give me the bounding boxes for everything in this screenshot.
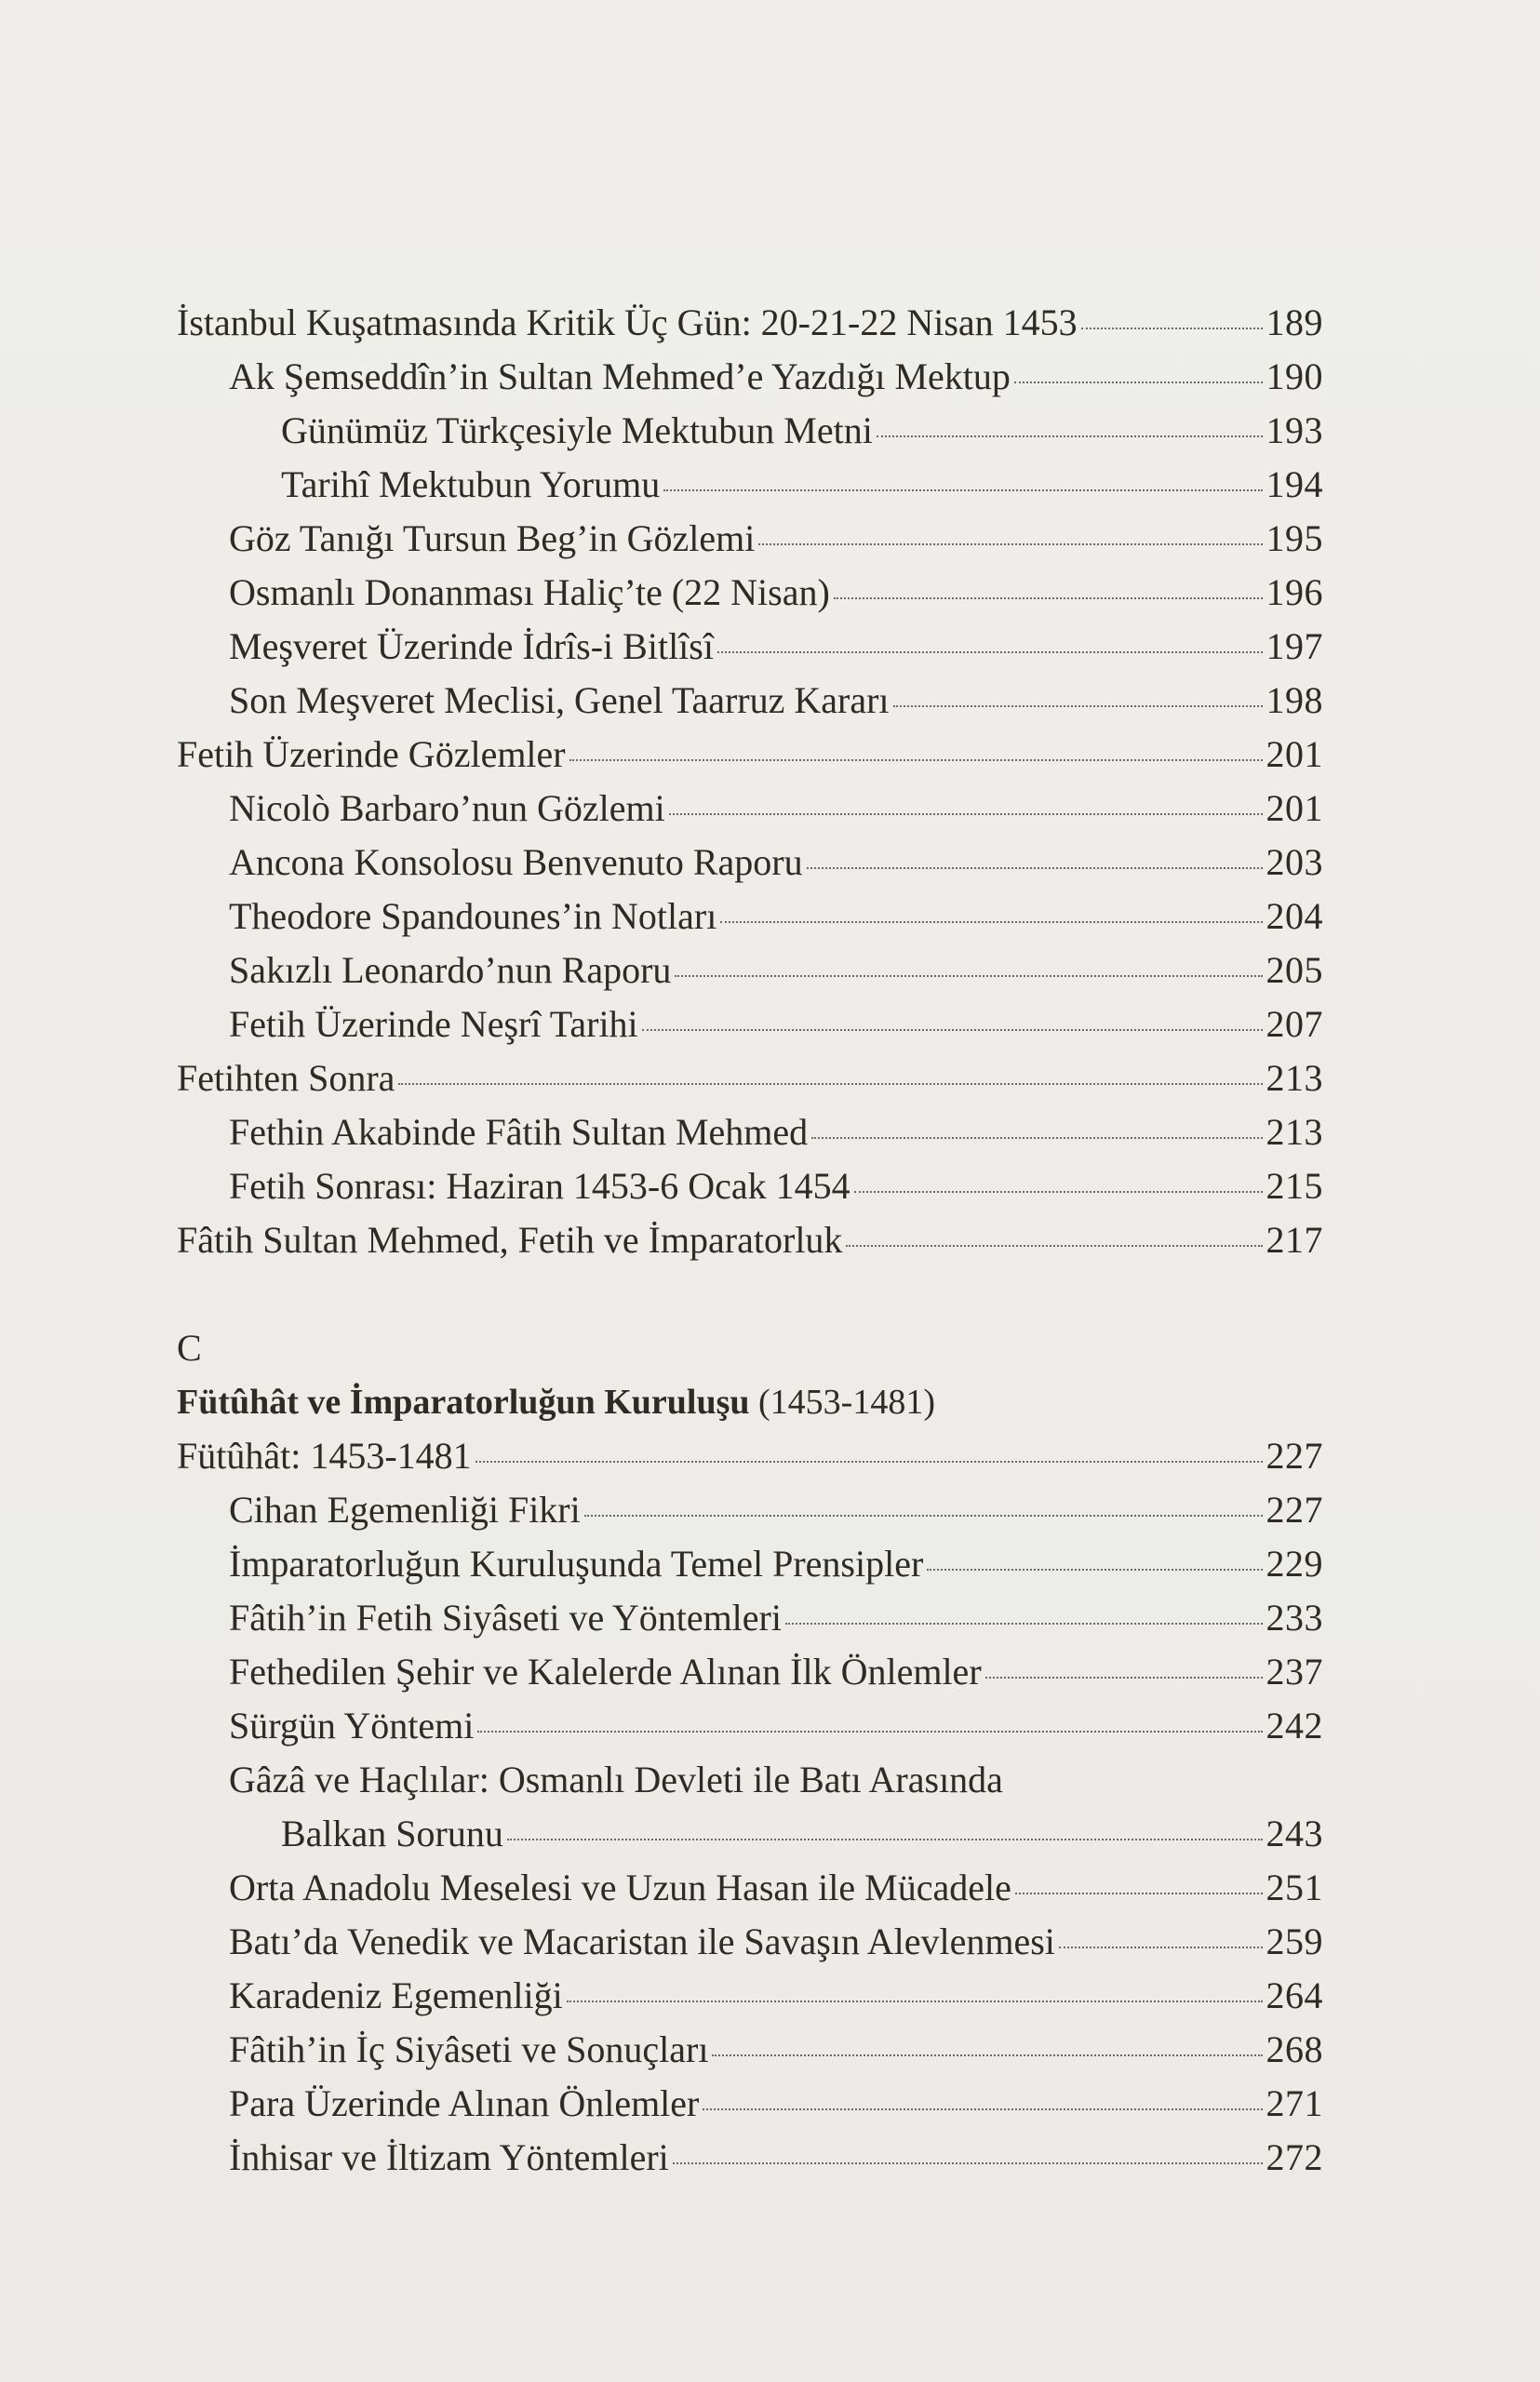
toc-entry (177, 404, 1323, 458)
toc-entry-title: Fetih Üzerinde Gözlemler (177, 733, 566, 775)
section-letter: C (177, 1327, 202, 1369)
toc-part-3 (177, 1861, 1323, 2185)
toc-entry-title: Cihan Egemenliği Fikri (229, 1489, 581, 1531)
toc-entry (177, 1213, 1323, 1267)
dot-leader (854, 1191, 1263, 1193)
toc-entry-title: Sürgün Yöntemi (229, 1705, 475, 1746)
toc-entry (177, 1105, 1323, 1159)
toc-entry-title: Fetih Üzerinde Neşrî Tarihi (229, 1003, 638, 1045)
toc-entry-title: Balkan Sorunu (281, 1813, 503, 1854)
toc-entry-page: 190 (1265, 355, 1323, 397)
toc-entry-page: 198 (1265, 679, 1323, 721)
toc-entry-wrapped-line1: Gâzâ ve Haçlılar: Osmanlı Devleti ile Batı Arasında (229, 1759, 1003, 1800)
toc-entry-title: Para Üzerinde Alınan Önlemler (229, 2082, 700, 2124)
dot-leader (927, 1569, 1262, 1571)
toc-entry-title: Tarihî Mektubun Yorumu (281, 463, 661, 505)
dot-leader (758, 543, 1262, 545)
toc-entry-page: 217 (1265, 1219, 1323, 1261)
toc-entry-title: Ancona Konsolosu Benvenuto Raporu (229, 841, 803, 883)
toc-entry-page: 268 (1265, 2028, 1323, 2070)
toc-entry-page: 243 (1265, 1813, 1323, 1854)
toc-entry-page: 229 (1265, 1543, 1323, 1585)
toc-entry (177, 890, 1323, 943)
toc-entry (177, 566, 1323, 620)
toc-entry (177, 1159, 1323, 1213)
dot-leader (675, 975, 1262, 977)
toc-entry (177, 1591, 1323, 1645)
dot-leader (834, 597, 1263, 599)
toc-entry (177, 997, 1323, 1051)
toc-entry-page: 195 (1265, 517, 1323, 559)
toc-entry-title: Karadeniz Egemenliği (229, 1974, 563, 2016)
toc-entry (177, 2131, 1323, 2185)
toc-entry-title: Orta Anadolu Meselesi ve Uzun Hasan ile Mücadele (229, 1867, 1011, 1908)
dot-leader (642, 1029, 1263, 1031)
toc-entry-title: İmparatorluğun Kuruluşunda Temel Prensipler (229, 1543, 924, 1585)
toc-entry-title: Ak Şemseddîn’in Sultan Mehmed’e Yazdığı Mektup (229, 355, 1011, 397)
dot-leader (477, 1731, 1262, 1733)
toc-entry-page: 215 (1265, 1165, 1323, 1207)
toc-entry-page: 237 (1265, 1651, 1323, 1693)
toc-entry-page: 203 (1265, 841, 1323, 883)
toc-entry (177, 1915, 1323, 1969)
dot-leader (703, 2108, 1262, 2110)
toc-entry (177, 2023, 1323, 2077)
dot-leader (567, 2001, 1263, 2002)
toc-entry-page: 213 (1265, 1057, 1323, 1099)
toc-entry-title: Nicolò Barbaro’nun Gözlemi (229, 787, 665, 829)
toc-entry-page: 204 (1265, 895, 1323, 937)
dot-leader (669, 813, 1263, 815)
toc-entry-title: Batı’da Venedik ve Macaristan ile Savaşın Alevlenmesi (229, 1920, 1055, 1962)
toc-entry-page: 205 (1265, 949, 1323, 991)
toc-entry-page: 242 (1265, 1705, 1323, 1746)
toc-entry-page: 193 (1265, 409, 1323, 451)
toc-entry-title: Meşveret Üzerinde İdrîs-i Bitlîsî (229, 625, 714, 667)
dot-leader (507, 1839, 1263, 1840)
toc-entry-page: 227 (1265, 1435, 1323, 1477)
toc-entry-page: 227 (1265, 1489, 1323, 1531)
toc-entry-title: Fâtih’in İç Siyâseti ve Sonuçları (229, 2028, 709, 2070)
toc-entry-title: Fethin Akabinde Fâtih Sultan Mehmed (229, 1111, 809, 1153)
toc-entry-title: İnhisar ve İltizam Yöntemleri (229, 2136, 669, 2178)
toc-entry-page: 259 (1265, 1920, 1323, 1962)
toc-entry (177, 1483, 1323, 1537)
table-of-contents (177, 296, 1323, 2185)
dot-leader (569, 759, 1263, 761)
toc-entry (177, 836, 1323, 890)
dot-leader (1014, 381, 1263, 383)
toc-entry (177, 1051, 1323, 1105)
toc-entry (177, 620, 1323, 674)
toc-entry-title: Fütûhât: 1453-1481 (177, 1435, 472, 1477)
toc-entry (177, 512, 1323, 566)
dot-leader (807, 867, 1263, 869)
toc-entry-page: 189 (1265, 301, 1323, 343)
toc-entry-title: Fâtih Sultan Mehmed, Fetih ve İmparatorluk (177, 1219, 843, 1261)
dot-leader (846, 1245, 1262, 1247)
dot-leader (893, 705, 1263, 707)
toc-entry (177, 2077, 1323, 2131)
toc-entry (177, 350, 1323, 404)
dot-leader (720, 921, 1262, 923)
dot-leader (877, 435, 1263, 437)
toc-entry-title: Göz Tanığı Tursun Beg’in Gözlemi (229, 517, 756, 559)
toc-entry-page: 201 (1265, 733, 1323, 775)
toc-entry-page: 196 (1265, 571, 1323, 613)
section-title-years: (1453-1481) (758, 1383, 935, 1422)
dot-leader (1081, 328, 1263, 329)
toc-entry-page: 201 (1265, 787, 1323, 829)
toc-entry (177, 458, 1323, 512)
dot-leader (673, 2162, 1263, 2164)
toc-entry (177, 1429, 1323, 1483)
toc-entry-page: 207 (1265, 1003, 1323, 1045)
toc-entry-title: Osmanlı Donanması Haliç’te (22 Nisan) (229, 571, 830, 613)
toc-entry-page: 251 (1265, 1867, 1323, 1908)
toc-entry-page: 197 (1265, 625, 1323, 667)
toc-entry (177, 943, 1323, 997)
dot-leader (712, 2054, 1262, 2056)
dot-leader (811, 1137, 1262, 1139)
toc-entry (177, 674, 1323, 728)
toc-entry-page: 213 (1265, 1111, 1323, 1153)
section-title-text: Fütûhât ve İmparatorluğun Kuruluşu (177, 1383, 750, 1422)
dot-leader (1015, 1893, 1263, 1894)
toc-entry (177, 1645, 1323, 1699)
dot-leader (1059, 1947, 1263, 1948)
dot-leader (663, 489, 1262, 491)
toc-entry-page: 271 (1265, 2082, 1323, 2124)
toc-entry (177, 1969, 1323, 2023)
toc-entry-title: Günümüz Türkçesiyle Mektubun Metni (281, 409, 873, 451)
dot-leader (985, 1677, 1263, 1679)
toc-entry (177, 1699, 1323, 1753)
toc-entry (177, 782, 1323, 836)
toc-entry-wrapped (177, 1807, 1323, 1861)
toc-entry-title: Fâtih’in Fetih Siyâseti ve Yöntemleri (229, 1597, 782, 1639)
toc-entry (177, 1537, 1323, 1591)
toc-entry (177, 728, 1323, 782)
toc-entry-title: Fetihten Sonra (177, 1057, 395, 1099)
toc-part-2 (177, 1429, 1323, 1753)
dot-leader (398, 1083, 1262, 1085)
dot-leader (584, 1515, 1263, 1517)
toc-entry-title: Sakızlı Leonardo’nun Raporu (229, 949, 672, 991)
toc-part-1 (177, 296, 1323, 1267)
toc-entry-title: Fetih Sonrası: Haziran 1453-6 Ocak 1454 (229, 1165, 850, 1207)
toc-entry-title: Son Meşveret Meclisi, Genel Taarruz Kararı (229, 679, 890, 721)
toc-entry-title: İstanbul Kuşatmasında Kritik Üç Gün: 20-21-22 Nisan 1453 (177, 301, 1078, 343)
toc-entry-title: Theodore Spandounes’in Notları (229, 895, 717, 937)
toc-entry-title: Fethedilen Şehir ve Kalelerde Alınan İlk Önlemler (229, 1651, 982, 1693)
toc-entry (177, 1861, 1323, 1915)
toc-entry-page: 233 (1265, 1597, 1323, 1639)
dot-leader (475, 1461, 1263, 1463)
toc-entry-page: 194 (1265, 463, 1323, 505)
dot-leader (717, 651, 1263, 653)
toc-entry-page: 272 (1265, 2136, 1323, 2178)
toc-entry-page: 264 (1265, 1974, 1323, 2016)
toc-entry (177, 296, 1323, 350)
section-title (177, 1375, 1323, 1429)
dot-leader (785, 1623, 1263, 1625)
